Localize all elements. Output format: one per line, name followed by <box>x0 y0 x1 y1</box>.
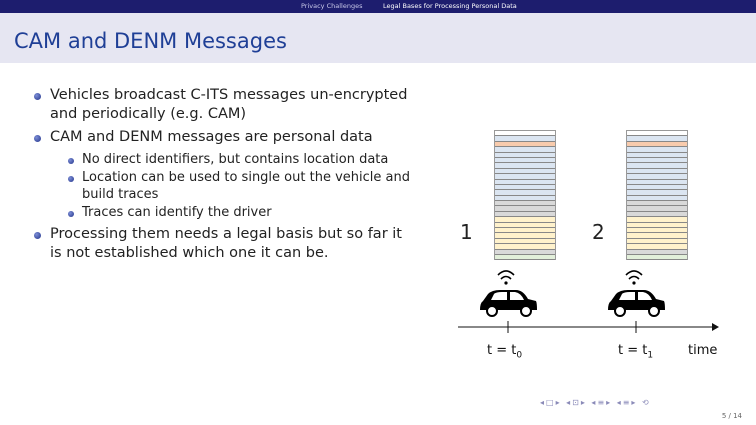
subsection-icon[interactable]: ⊡ <box>572 398 581 407</box>
frame-icon[interactable]: □ <box>546 398 556 407</box>
slide-title: CAM and DENM Messages <box>14 29 287 53</box>
nav-section-privacy-challenges[interactable]: Privacy Challenges <box>301 2 363 10</box>
timeline-arrow-head <box>712 323 719 331</box>
sub-bullet-item: No direct identifiers, but contains location data <box>66 151 412 169</box>
car-icon <box>480 290 537 316</box>
bullet-item: Processing them needs a legal basis but so far it is not established which one it can be. <box>32 225 412 263</box>
next-section-icon[interactable]: ▸ <box>606 398 613 407</box>
sub-bullet-item: Traces can identify the driver <box>66 204 412 222</box>
car-icon <box>608 290 665 316</box>
bullet-item: CAM and DENM messages are personal data <box>32 128 412 147</box>
next-nav-icon[interactable]: ▸ <box>631 398 638 407</box>
wifi-signal-icon <box>498 271 514 285</box>
nav-icon[interactable]: ≡ <box>622 398 632 407</box>
next-frame-icon[interactable]: ▸ <box>555 398 562 407</box>
bullet-item: Vehicles broadcast C-ITS messages un-encrypted and periodically (e.g. CAM) <box>32 86 412 124</box>
label-t1: $t = t_1$ <box>618 343 654 361</box>
packet-number: 2 <box>592 220 605 244</box>
label-time-axis: time <box>688 343 718 358</box>
prev-subsection-icon[interactable]: ◂ <box>566 398 573 407</box>
prev-frame-icon[interactable]: ◂ <box>540 398 547 407</box>
prev-section-icon[interactable]: ◂ <box>591 398 598 407</box>
label-t0: $t = t_0$ <box>487 343 523 361</box>
section-icon[interactable]: ≡ <box>597 398 607 407</box>
wifi-signal-icon <box>626 271 642 285</box>
nav-section-legal-bases[interactable]: Legal Bases for Processing Personal Data <box>383 2 517 10</box>
prev-nav-icon[interactable]: ◂ <box>616 398 623 407</box>
beamer-navigation-controls[interactable] <box>540 398 651 407</box>
page-number: 5 / 14 <box>721 412 742 420</box>
next-subsection-icon[interactable]: ▸ <box>580 398 587 407</box>
packet-number: 1 <box>460 220 473 244</box>
sub-bullet-item: Location can be used to single out the vehicle and build traces <box>66 169 412 204</box>
search-icon[interactable]: ⟲ <box>641 398 651 407</box>
